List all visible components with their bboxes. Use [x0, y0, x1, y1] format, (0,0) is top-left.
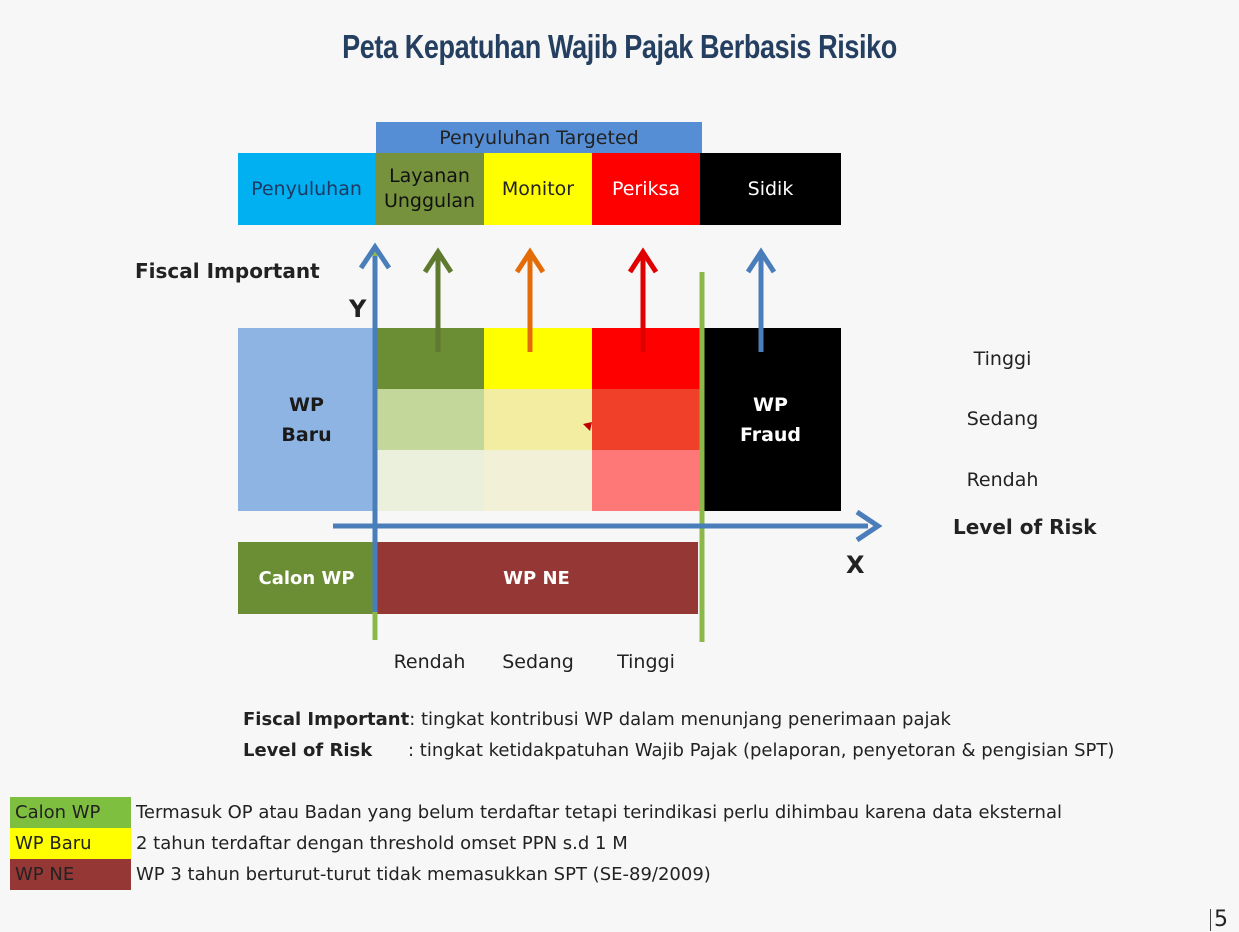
legend-row-baru	[10, 828, 628, 859]
row-level-mid: Sedang	[966, 408, 1039, 430]
legend-swatch-calon: Calon WP	[10, 797, 131, 828]
legend-swatch-ne: WP NE	[10, 859, 131, 890]
category-monitor: Monitor	[484, 153, 592, 225]
category-periksa: Periksa	[592, 153, 700, 225]
legend-desc-baru: 2 tahun terdaftar dengan threshold omset PPN s.d 1 M	[136, 833, 628, 854]
col-level-mid: Sedang	[502, 651, 574, 673]
definition-fiscal-text: : tingkat kontribusi WP dalam menunjang penerimaan pajak	[409, 709, 951, 730]
page-title: Peta Kepatuhan Wajib Pajak Berbasis Risiko	[342, 28, 897, 65]
risk-marker	[583, 422, 592, 431]
calon-wp-block: Calon WP	[238, 542, 375, 614]
col-level-low: Rendah	[393, 651, 466, 673]
definition-risk-text: : tingkat ketidakpatuhan Wajib Pajak (pelaporan, penyetoran & pengisian SPT)	[408, 740, 1115, 761]
legend-desc-calon: Termasuk OP atau Badan yang belum terdaftar tetapi terindikasi perlu dihimbau karena data eksternal	[136, 802, 1062, 823]
definition-risk-term: Level of Risk	[243, 740, 373, 761]
category-layanan-unggulan: Layanan Unggulan	[375, 153, 484, 225]
legend-swatch-baru: WP Baru	[10, 828, 131, 859]
row-level-low: Rendah	[966, 469, 1039, 491]
col-level-high: Tinggi	[617, 651, 675, 673]
legend-row-ne	[10, 859, 711, 890]
x-axis-letter: X	[846, 551, 865, 579]
page-number: 5	[1210, 909, 1228, 931]
row-level-high: Tinggi	[973, 348, 1032, 370]
x-axis-label: Level of Risk	[953, 515, 1097, 539]
wp-baru-block: WP Baru	[238, 328, 375, 511]
targeted-banner: Penyuluhan Targeted	[376, 122, 702, 153]
legend-row-calon	[10, 797, 1062, 828]
category-sidik: Sidik	[700, 153, 841, 225]
definition-fiscal-term: Fiscal Important	[243, 709, 410, 730]
wp-fraud-block: WP Fraud	[700, 328, 841, 511]
definition-risk	[243, 740, 1114, 761]
y-axis-label: Fiscal Important	[135, 259, 320, 283]
y-axis-letter: Y	[349, 295, 367, 323]
wp-ne-block: WP NE	[375, 542, 698, 614]
legend-desc-ne: WP 3 tahun berturut-turut tidak memasukkan SPT (SE-89/2009)	[136, 864, 711, 885]
definition-fiscal	[243, 709, 951, 730]
category-penyuluhan: Penyuluhan	[238, 153, 375, 225]
